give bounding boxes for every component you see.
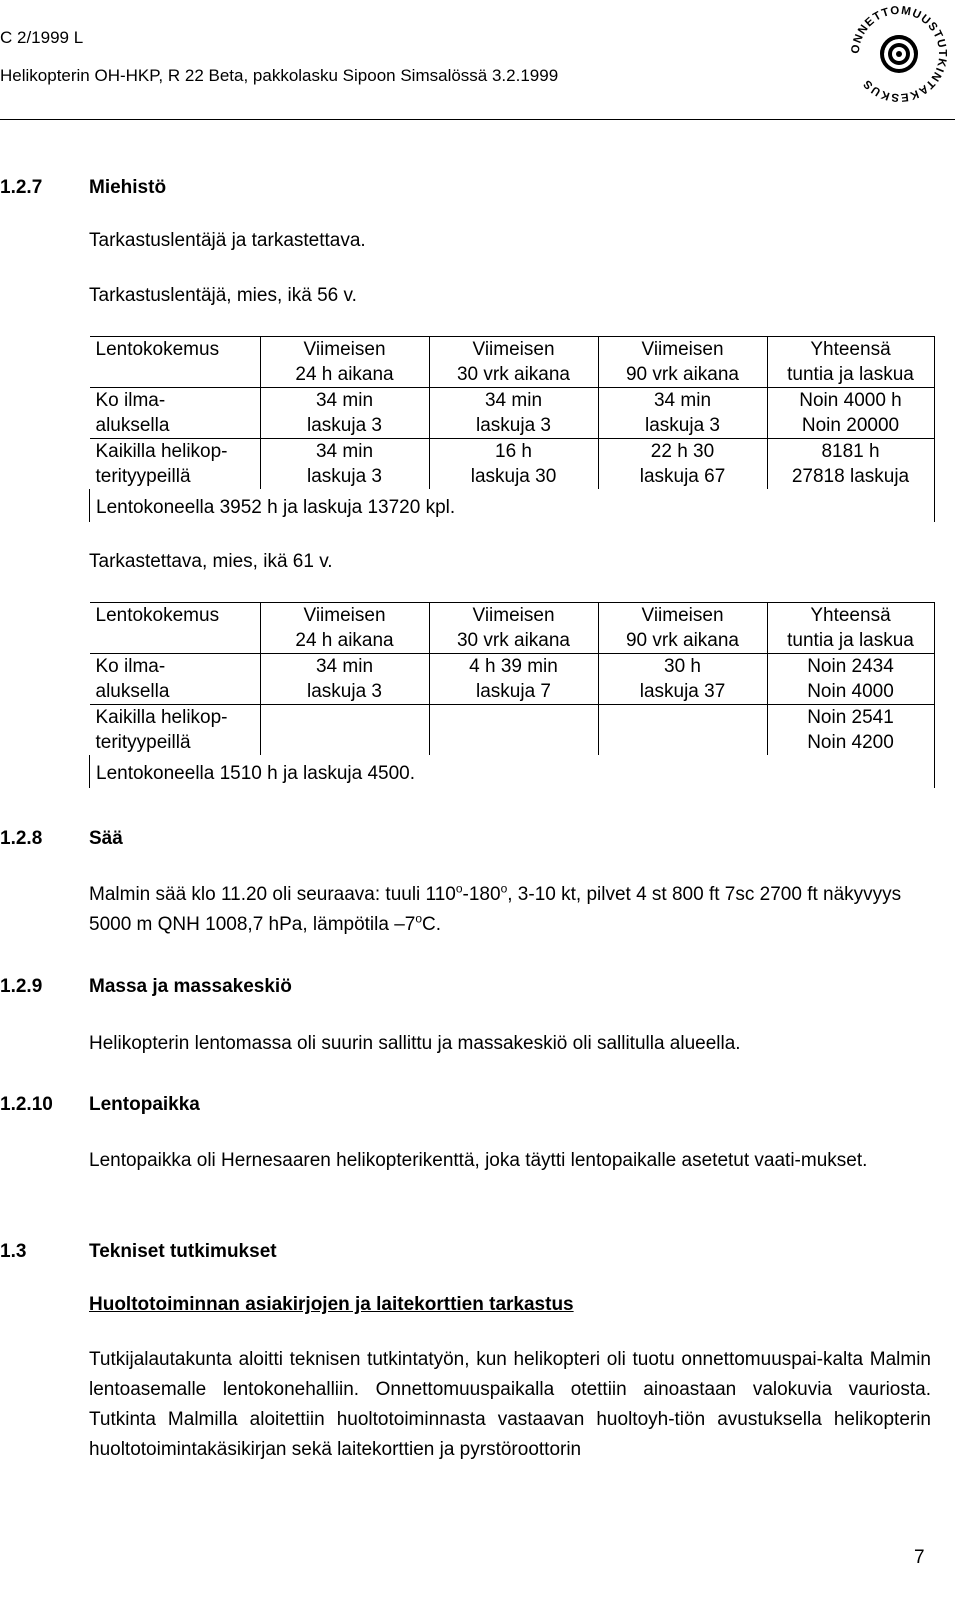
table-cell: 34 min laskuja 3	[260, 439, 429, 490]
table-row	[90, 755, 935, 788]
mass-text: Helikopterin lentomassa oli suurin sallittu ja massakeskiö oli sallitulla alueella.	[89, 1033, 741, 1054]
table-row	[90, 388, 935, 439]
person2-label: Tarkastettava, mies, ikä 61 v.	[89, 551, 333, 572]
table-cell: 30 h laskuja 37	[598, 654, 767, 705]
table-cell: Ko ilma- aluksella	[90, 654, 261, 705]
section-number: 1.2.7	[0, 177, 43, 198]
section-title: Tekniset tutkimukset	[89, 1241, 277, 1262]
table-cell	[260, 705, 429, 756]
table-cell: 34 min laskuja 3	[260, 654, 429, 705]
table-row	[90, 654, 935, 705]
page-number: 7	[914, 1547, 925, 1568]
report-title: Helikopterin OH-HKP, R 22 Beta, pakkolasku Sipoon Simsalössä 3.2.1999	[0, 66, 559, 85]
person1-label: Tarkastuslentäjä, mies, ikä 56 v.	[89, 285, 357, 306]
table-cell: Kaikilla helikop- terityypeillä	[90, 705, 261, 756]
header-rule	[0, 119, 955, 120]
section-number: 1.2.8	[0, 828, 43, 849]
crew-intro: Tarkastuslentäjä ja tarkastettava.	[89, 230, 366, 251]
table-cell: Yhteensä tuntia ja laskua	[767, 337, 934, 388]
subsection-title: Huoltotoiminnan asiakirjojen ja laitekorttien tarkastus	[89, 1294, 574, 1315]
table-footer-cell: Lentokoneella 1510 h ja laskuja 4500.	[90, 755, 935, 788]
table-cell: Ko ilma- aluksella	[90, 388, 261, 439]
table-cell: 34 min laskuja 3	[598, 388, 767, 439]
table-cell: Noin 2434 Noin 4000	[767, 654, 934, 705]
agency-logo	[843, 0, 956, 108]
report-code: C 2/1999 L	[0, 28, 84, 47]
table-cell: Lentokokemus	[90, 337, 261, 388]
table-cell: 34 min laskuja 3	[429, 388, 598, 439]
table-row	[90, 489, 935, 522]
section-title: Sää	[89, 828, 123, 849]
table-footer-cell: Lentokoneella 3952 h ja laskuja 13720 kpl.	[90, 489, 935, 522]
section-title: Lentopaikka	[89, 1094, 200, 1115]
weather-text: Malmin sää klo 11.20 oli seuraava: tuuli 110$^o$-180$^o$, 3-10 kt, pilvet 4 st 800 ft 7sc 2700 ft näkyvyys 5000 m QNH 1008,7 hPa, lämpötila –7$^o$C.	[89, 881, 902, 935]
section-number: 1.2.9	[0, 976, 43, 997]
section-number: 1.2.10	[0, 1094, 53, 1115]
table-cell	[429, 705, 598, 756]
section-number: 1.3	[0, 1241, 27, 1262]
table-row	[90, 603, 935, 654]
table-cell: Viimeisen 90 vrk aikana	[598, 603, 767, 654]
table-cell	[598, 705, 767, 756]
table-cell: Noin 4000 h Noin 20000	[767, 388, 934, 439]
table-cell: Lentokokemus	[90, 603, 261, 654]
table-row	[90, 439, 935, 490]
table-cell: Viimeisen 24 h aikana	[260, 337, 429, 388]
table-cell: 22 h 30 laskuja 67	[598, 439, 767, 490]
experience-table-1	[89, 336, 935, 522]
table-cell: Viimeisen 24 h aikana	[260, 603, 429, 654]
landing-site-text: Lentopaikka oli Hernesaaren helikopterikenttä, joka täytti lentopaikalle asetetut vaati-mukset.	[89, 1150, 868, 1171]
experience-table-2	[89, 602, 935, 788]
table-cell: 34 min laskuja 3	[260, 388, 429, 439]
table-cell: Viimeisen 90 vrk aikana	[598, 337, 767, 388]
section-title: Miehistö	[89, 177, 167, 198]
table-cell: 4 h 39 min laskuja 7	[429, 654, 598, 705]
table-cell: Viimeisen 30 vrk aikana	[429, 603, 598, 654]
section-title: Massa ja massakeskiö	[89, 976, 292, 997]
table-cell: Viimeisen 30 vrk aikana	[429, 337, 598, 388]
table-cell: Yhteensä tuntia ja laskua	[767, 603, 934, 654]
table-cell: Noin 2541 Noin 4200	[767, 705, 934, 756]
table-cell: 8181 h 27818 laskuja	[767, 439, 934, 490]
table-cell: 16 h laskuja 30	[429, 439, 598, 490]
table-row	[90, 337, 935, 388]
technical-text: Tutkijalautakunta aloitti teknisen tutkintatyön, kun helikopteri oli tuotu onnettomuuspai-kalta Malmin lentoasemalle lentokonehalliin. Onnettomuuspaikalla otettiin ainoastaan valokuvia vauriosta. Tutkinta Malmilla aloitettiin huoltotoiminnasta vastaavan huoltoyh-tiön avustuksella helikopterin huoltotoimintakäsikirjan sekä laitekorttien ja pyrstöroottorin	[89, 1349, 931, 1460]
table-cell: Kaikilla helikop- terityypeillä	[90, 439, 261, 490]
svg-text:ONNETTOMUUSTUTKINTAKESKUS: ONNETTOMUUSTUTKINTAKESKUS	[849, 4, 949, 104]
table-row	[90, 705, 935, 756]
